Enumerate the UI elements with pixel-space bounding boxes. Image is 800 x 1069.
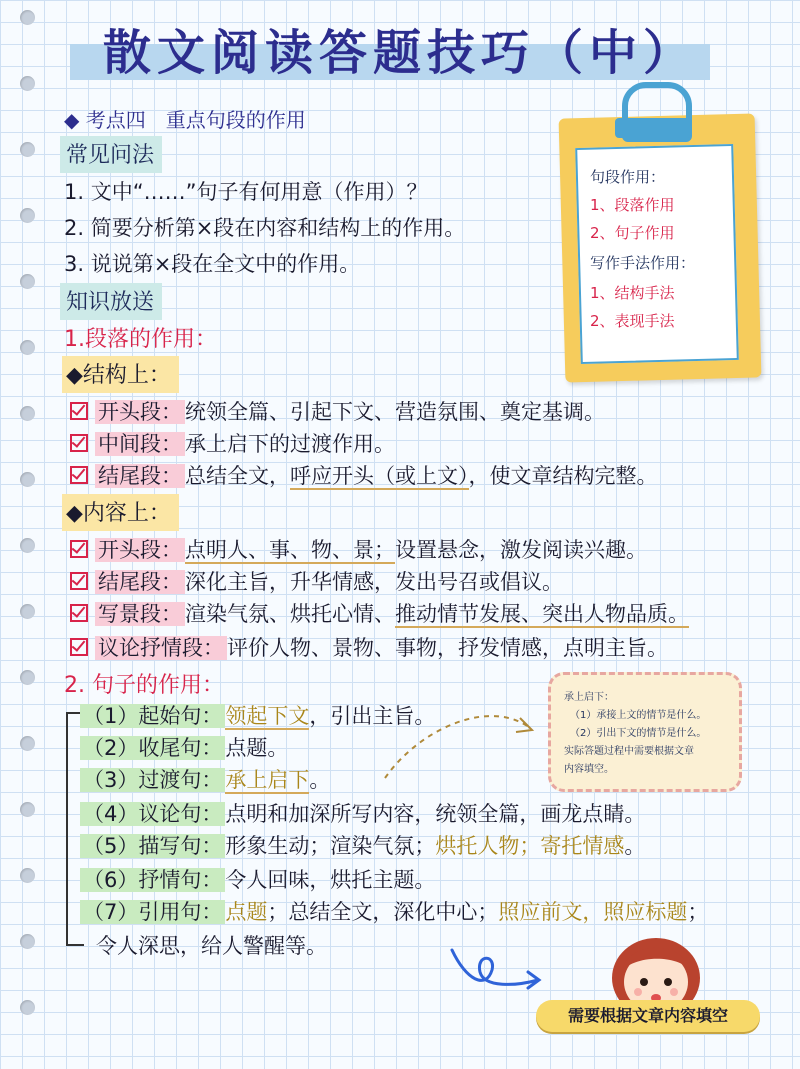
structure-item (70, 428, 395, 458)
binder-hole (20, 868, 35, 883)
item-text: ； (687, 900, 709, 924)
binder-hole (20, 208, 35, 223)
notebook-holes (20, 0, 44, 1069)
item-text-gold: 照应前文，照应标题 (498, 900, 688, 924)
item-text: 令人回味，烘托主题。 (225, 868, 436, 892)
content-item (70, 632, 668, 662)
label-knowledge: 知识放送 (60, 283, 162, 320)
clipboard-line: 1、段落作用 (590, 196, 675, 214)
question-item: 1. 文中“……”句子有何用意（作用）？ (64, 180, 428, 204)
content-item (70, 566, 563, 596)
item-text: 点题。 (225, 736, 289, 760)
item-key: 结尾段： (95, 464, 185, 488)
item-text: 统领全篇、引起下文、营造氛围、奠定基调。 (185, 400, 605, 424)
item-text: 总结全文， (185, 464, 290, 488)
content-item (70, 534, 647, 564)
content-heading: ◆内容上： (62, 494, 179, 531)
clipboard-line: 2、句子作用 (590, 224, 675, 242)
item-text: 形象生动；渲染气氛； (225, 834, 436, 858)
structure-heading: ◆结构上： (62, 356, 179, 393)
note-line: 内容填空。 (564, 764, 614, 775)
page-title: 散文阅读答题技巧（中） (102, 25, 697, 81)
item-key: （1）起始句： (80, 704, 225, 728)
item-key: 议论抒情段： (95, 636, 227, 660)
sentence-item (80, 764, 330, 794)
sentence-heading: 2. 句子的作用： (64, 673, 224, 698)
checkbox-icon (70, 540, 88, 558)
checkbox-icon (70, 434, 88, 452)
binder-hole (20, 736, 35, 751)
binder-hole (20, 934, 35, 949)
binder-hole (20, 538, 35, 553)
clipboard-line: 2、表现手法 (590, 312, 675, 330)
sentence-item (80, 732, 288, 762)
checkbox-icon (70, 604, 88, 622)
item-text: 承上启下的过渡作用。 (185, 432, 395, 456)
section-heading: ◆ 考点四 重点句段的作用 (64, 108, 306, 132)
binder-hole (20, 604, 35, 619)
clip-icon (615, 118, 691, 138)
binder-hole (20, 472, 35, 487)
item-text-gold: 点题 (225, 900, 268, 924)
item-key: （4）议论句： (80, 802, 225, 826)
item-text-gold: 烘托人物；寄托情感 (435, 834, 625, 858)
sentence-tail: 令人深思，给人警醒等。 (96, 934, 327, 958)
checkbox-icon (70, 466, 88, 484)
callout-banner: 需要根据文章内容填空 (536, 1000, 760, 1032)
item-text: 设置悬念，激发阅读兴趣。 (395, 538, 647, 562)
sentence-item (80, 798, 645, 828)
checkbox-icon (70, 638, 88, 656)
binder-hole (20, 340, 35, 355)
item-text-underlined: 点明人、事、物、景； (185, 538, 395, 562)
clipboard-line: 1、结构手法 (590, 284, 675, 302)
sentence-item (80, 830, 645, 860)
item-key: 中间段： (95, 432, 185, 456)
binder-hole (20, 802, 35, 817)
item-text: ，使文章结构完整。 (468, 464, 658, 488)
item-text: 。 (624, 834, 646, 858)
item-key: 开头段： (95, 538, 185, 562)
item-text: 深化主旨，升华情感，发出号召或倡议。 (185, 570, 563, 594)
note-line: 实际答题过程中需要根据文章 (564, 746, 694, 757)
structure-item (70, 396, 605, 426)
item-text-gold: 领起下文 (225, 704, 310, 728)
item-key: （6）抒情句： (80, 868, 225, 892)
item-text: 。 (309, 768, 331, 792)
item-text: ，引出主旨。 (309, 704, 436, 728)
question-item: 2. 简要分析第×段在内容和结构上的作用。 (64, 216, 466, 240)
note-line: （2）引出下文的情节是什么。 (570, 728, 707, 739)
note-line: （1）承接上文的情节是什么。 (570, 710, 707, 721)
structure-item (70, 460, 658, 490)
clipboard-line: 句段作用： (590, 168, 666, 186)
binder-hole (20, 406, 35, 421)
question-item: 3. 说说第×段在全文中的作用。 (64, 252, 361, 276)
item-text-underlined: 呼应开头（或上文） (290, 464, 469, 488)
dashed-arrow-icon (380, 688, 550, 784)
item-text: 评价人物、景物、事物，抒发情感，点明主旨。 (227, 636, 668, 660)
content-item (70, 598, 689, 628)
curly-arrow-icon (446, 940, 546, 1000)
item-text: 点明和加深所写内容，统领全篇，画龙点睛。 (225, 802, 646, 826)
binder-hole (20, 1000, 35, 1015)
paragraph-heading: 1.段落的作用： (64, 327, 217, 352)
item-key: 写景段： (95, 602, 185, 626)
item-key: （7）引用句： (80, 900, 225, 924)
item-key: 开头段： (95, 400, 185, 424)
sentence-item (80, 864, 435, 894)
item-text-gold: 承上启下 (225, 768, 310, 792)
item-text: ；总结全文，深化中心； (267, 900, 499, 924)
clipboard-line: 写作手法作用： (590, 254, 696, 272)
checkbox-icon (70, 402, 88, 420)
item-key: （2）收尾句： (80, 736, 225, 760)
binder-hole (20, 274, 35, 289)
item-key: （3）过渡句： (80, 768, 225, 792)
checkbox-icon (70, 572, 88, 590)
item-text: 渲染气氛、烘托心情、 (185, 602, 395, 626)
label-common-questions: 常见问法 (60, 136, 162, 173)
binder-hole (20, 142, 35, 157)
item-key: （5）描写句： (80, 834, 225, 858)
item-key: 结尾段： (95, 570, 185, 594)
note-line: 承上启下： (564, 692, 614, 703)
item-text-underlined: 推动情节发展、突出人物品质。 (395, 602, 689, 626)
binder-hole (20, 670, 35, 685)
